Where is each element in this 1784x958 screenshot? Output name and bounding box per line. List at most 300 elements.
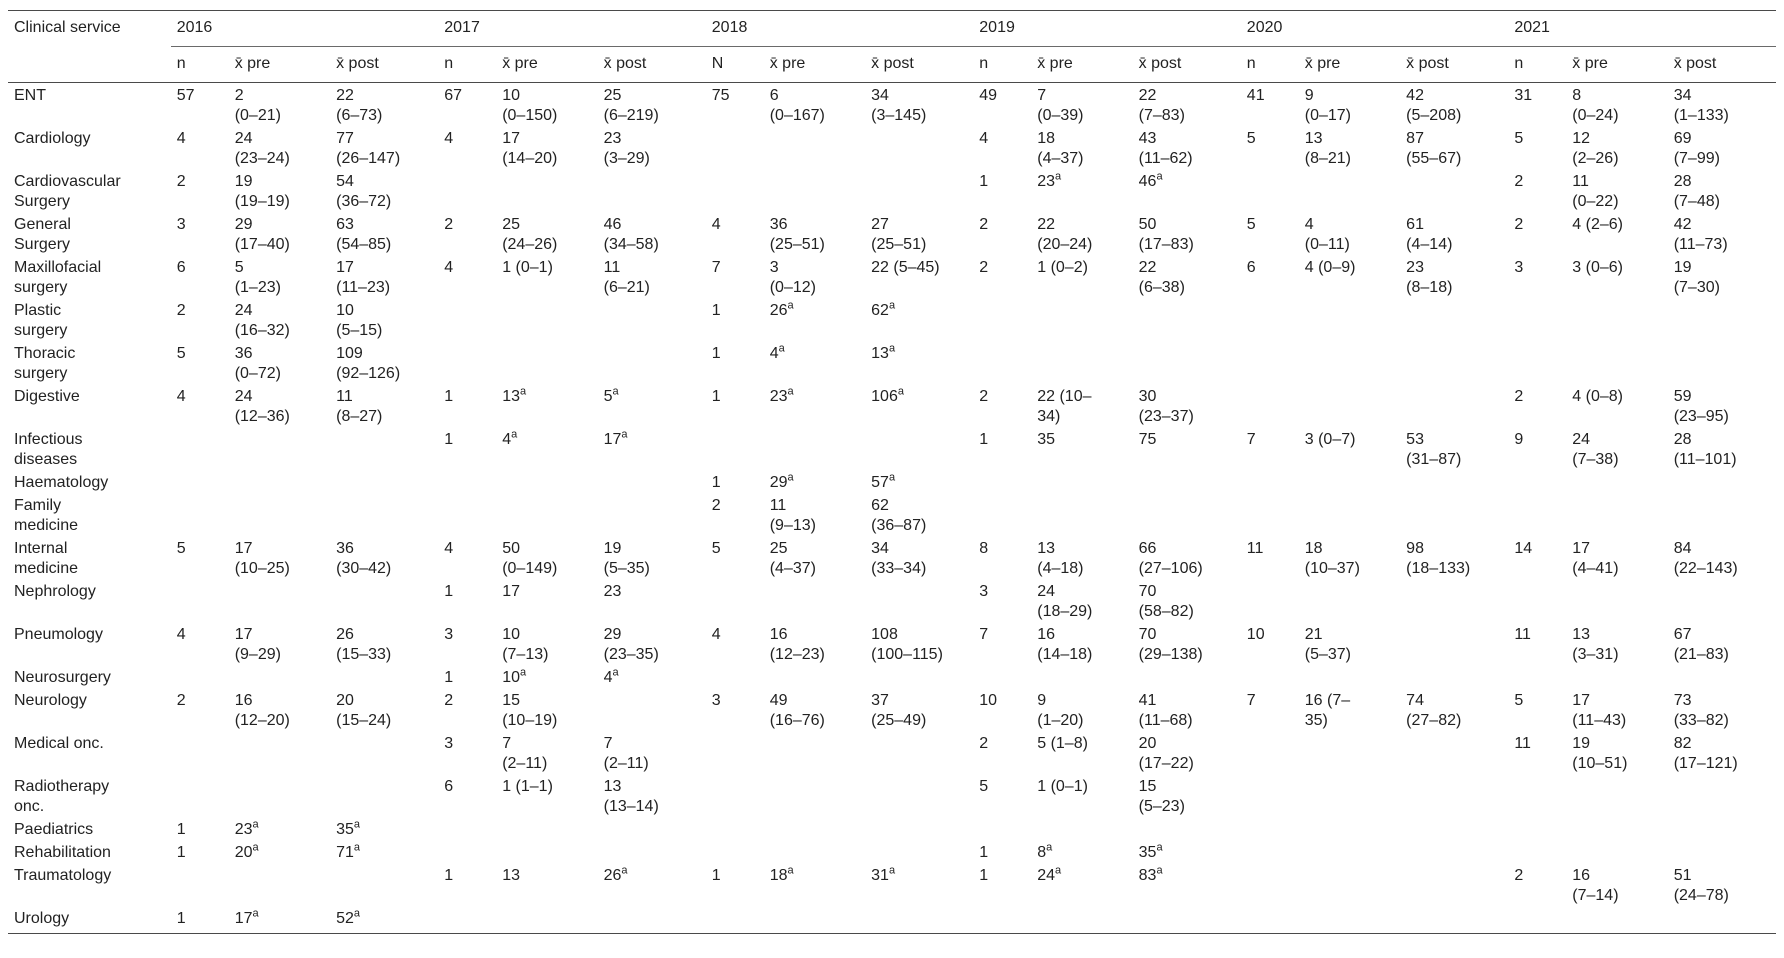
cell-value: 17 (9–29): [234, 626, 281, 663]
cell-value: 46: [1138, 173, 1157, 190]
data-cell: [229, 774, 330, 817]
data-cell: [1566, 83, 1667, 127]
cell-value: 13: [502, 867, 520, 884]
cell-value: 7 (2–11): [502, 735, 548, 772]
cell-value: 59 (23–95): [1673, 388, 1729, 425]
data-cell: [1133, 688, 1241, 731]
data-cell: [706, 622, 764, 665]
data-cell: [598, 255, 706, 298]
footnote-marker: a: [1055, 170, 1062, 183]
cell-value: 41: [1246, 87, 1265, 104]
cell-value: 23 (8–18): [1406, 259, 1453, 296]
cell-value: 4 (0–9): [1304, 259, 1356, 276]
cell-value: 26 (15–33): [336, 626, 392, 663]
cell-value: 1 (1–1): [502, 778, 553, 795]
data-cell: [1299, 212, 1400, 255]
data-cell: [1241, 212, 1299, 255]
data-cell: [1133, 384, 1241, 427]
data-cell: [598, 298, 706, 341]
data-cell: [973, 169, 1031, 212]
cell-value: 29 (23–35): [603, 626, 659, 663]
data-cell: [1400, 906, 1508, 934]
data-cell: [598, 688, 706, 731]
data-cell: [171, 774, 229, 817]
cell-value: 20 (15–24): [336, 692, 392, 729]
cell-value: 1: [979, 173, 989, 190]
cell-value: 8: [1037, 844, 1047, 861]
cell-value: 4 (0–8): [1572, 388, 1623, 405]
data-cell: [438, 579, 496, 622]
cell-value: 24 (12–36): [234, 388, 290, 425]
data-cell: [1133, 665, 1241, 688]
clinical-service-cell: Medical onc.: [14, 735, 104, 752]
clinical-service-cell: Traumatology: [14, 867, 112, 884]
data-cell: [229, 665, 330, 688]
cell-value: 1: [979, 867, 989, 884]
data-cell: [1133, 255, 1241, 298]
cell-value: 16 (12–20): [234, 692, 290, 729]
data-cell: [764, 863, 865, 906]
data-cell: [973, 83, 1031, 127]
cell-value: 10 (0–150): [502, 87, 558, 124]
data-cell: [330, 840, 438, 863]
cell-value: 62 (36–87): [871, 497, 927, 534]
data-cell: [865, 493, 973, 536]
data-cell: [598, 384, 706, 427]
cell-value: 1 (0–1): [1037, 778, 1088, 795]
cell-value: 1: [711, 474, 721, 491]
data-cell: [438, 427, 496, 470]
data-cell: [1299, 731, 1400, 774]
data-cell: [598, 906, 706, 934]
data-cell: [1241, 688, 1299, 731]
mean-pre-column-header: x̄ pre: [496, 47, 597, 83]
data-cell: [1400, 298, 1508, 341]
data-cell: [764, 817, 865, 840]
data-cell: [865, 863, 973, 906]
data-cell: [1668, 493, 1776, 536]
cell-value: 61 (4–14): [1406, 216, 1453, 253]
data-cell: [1133, 863, 1241, 906]
cell-value: 4: [444, 540, 454, 557]
data-cell: [706, 906, 764, 934]
cell-value: 2: [979, 216, 989, 233]
data-cell: [1241, 731, 1299, 774]
cell-value: 1: [711, 302, 721, 319]
data-cell: [171, 688, 229, 731]
data-cell: [438, 493, 496, 536]
data-cell: [1241, 470, 1299, 493]
footnote-marker: a: [612, 385, 619, 398]
data-cell: [438, 622, 496, 665]
data-cell: [1241, 622, 1299, 665]
data-cell: [1400, 840, 1508, 863]
data-cell: [1031, 863, 1132, 906]
clinical-service-header: Clinical service: [8, 11, 171, 83]
cell-value: 19 (10–51): [1572, 735, 1628, 772]
data-cell: [229, 579, 330, 622]
cell-value: 3: [444, 626, 454, 643]
data-cell: [865, 83, 973, 127]
data-cell: [1241, 298, 1299, 341]
data-cell: [1133, 579, 1241, 622]
mean-post-column-header: x̄ post: [598, 47, 706, 83]
data-cell: [1508, 906, 1566, 934]
data-cell: [1668, 298, 1776, 341]
data-cell: [1400, 341, 1508, 384]
data-cell: [1508, 688, 1566, 731]
data-cell: [865, 665, 973, 688]
data-cell: [1508, 863, 1566, 906]
data-cell: [1668, 863, 1776, 906]
cell-value: 108 (100–115): [871, 626, 943, 663]
clinical-service-cell: Haematology: [14, 474, 109, 491]
cell-value: 22 (10– 34): [1037, 388, 1092, 425]
data-cell: [1031, 665, 1132, 688]
data-cell: [229, 427, 330, 470]
data-cell: [764, 665, 865, 688]
data-cell: [1299, 255, 1400, 298]
cell-value: 13 (4–18): [1037, 540, 1084, 577]
data-cell: [1241, 169, 1299, 212]
data-cell: [438, 212, 496, 255]
data-cell: [764, 384, 865, 427]
cell-value: 62: [871, 302, 889, 319]
footnote-marker: a: [787, 471, 794, 484]
data-cell: [865, 774, 973, 817]
clinical-service-cell: General Surgery: [14, 216, 71, 253]
cell-value: 73 (33–82): [1673, 692, 1729, 729]
cell-value: 23: [1037, 173, 1056, 190]
data-cell: [229, 384, 330, 427]
cell-value: 5: [176, 540, 186, 557]
data-cell: [438, 83, 496, 127]
data-cell: [764, 427, 865, 470]
data-cell: [171, 169, 229, 212]
data-cell: [1508, 384, 1566, 427]
cell-value: 36 (30–42): [336, 540, 392, 577]
data-cell: [1299, 579, 1400, 622]
cell-value: 5: [1514, 692, 1524, 709]
data-cell: [1031, 622, 1132, 665]
data-cell: [496, 126, 597, 169]
data-cell: [1400, 470, 1508, 493]
footnote-marker: a: [787, 299, 794, 312]
data-cell: [496, 579, 597, 622]
data-cell: [1400, 579, 1508, 622]
data-cell: [330, 536, 438, 579]
data-cell: [438, 341, 496, 384]
data-cell: [438, 863, 496, 906]
cell-value: 54 (36–72): [336, 173, 392, 210]
data-cell: [865, 126, 973, 169]
cell-value: 4: [502, 431, 512, 448]
data-cell: [171, 212, 229, 255]
cell-value: 3: [176, 216, 186, 233]
data-cell: [1668, 341, 1776, 384]
data-cell: [1668, 579, 1776, 622]
table-row: [8, 731, 1776, 774]
cell-value: 1: [176, 821, 186, 838]
cell-value: 1 (0–1): [502, 259, 553, 276]
cell-value: 67 (21–83): [1673, 626, 1729, 663]
cell-value: 67: [444, 87, 463, 104]
data-cell: [1566, 126, 1667, 169]
data-cell: [1668, 427, 1776, 470]
cell-value: 5: [603, 388, 613, 405]
data-cell: [1133, 126, 1241, 169]
cell-value: 13 (3–31): [1572, 626, 1619, 663]
data-cell: [229, 341, 330, 384]
data-cell: [973, 493, 1031, 536]
cell-value: 2: [176, 692, 186, 709]
cell-value: 63 (54–85): [336, 216, 392, 253]
data-cell: [330, 622, 438, 665]
clinical-service-cell: Infectious diseases: [14, 431, 83, 468]
data-cell: [973, 774, 1031, 817]
data-cell: [229, 688, 330, 731]
data-cell: [1031, 906, 1132, 934]
cell-value: 4: [444, 130, 454, 147]
year-header: 2018: [706, 11, 974, 47]
data-cell: [330, 906, 438, 934]
clinical-service-cell: Family medicine: [14, 497, 79, 534]
data-cell: [1400, 384, 1508, 427]
data-cell: [598, 863, 706, 906]
data-cell: [1400, 817, 1508, 840]
data-cell: [973, 579, 1031, 622]
cell-value: 6: [1246, 259, 1256, 276]
data-cell: [171, 579, 229, 622]
data-cell: [598, 622, 706, 665]
data-cell: [764, 126, 865, 169]
data-cell: [598, 579, 706, 622]
footnote-marker: a: [353, 841, 361, 854]
cell-value: 1 (0–2): [1037, 259, 1088, 276]
data-cell: [706, 212, 764, 255]
table-row: [8, 688, 1776, 731]
table-container: [8, 10, 1776, 934]
data-cell: [865, 688, 973, 731]
data-cell: [865, 817, 973, 840]
data-cell: [598, 83, 706, 127]
cell-value: 8: [979, 540, 989, 557]
data-cell: [1566, 536, 1667, 579]
clinical-service-cell: Urology: [8, 906, 171, 934]
footnote-marker: a: [353, 818, 361, 831]
data-cell: [1241, 493, 1299, 536]
cell-value: 22 (6–38): [1138, 259, 1185, 296]
cell-value: 83: [1138, 867, 1157, 884]
data-cell: [865, 731, 973, 774]
data-cell: [1241, 906, 1299, 934]
cell-value: 10 (5–15): [336, 302, 383, 339]
cell-value: 2: [979, 388, 989, 405]
cell-value: 2: [176, 173, 186, 190]
mean-pre-column-header: x̄ pre: [1031, 47, 1132, 83]
cell-value: 4: [176, 388, 186, 405]
data-cell: [1668, 212, 1776, 255]
cell-value: 4: [176, 130, 186, 147]
data-cell: [1133, 536, 1241, 579]
data-cell: [1400, 731, 1508, 774]
cell-value: 28 (11–101): [1673, 431, 1737, 468]
footnote-marker: a: [1055, 864, 1062, 877]
data-cell: [330, 863, 438, 906]
footnote-marker: a: [621, 428, 628, 441]
cell-value: 87 (55–67): [1406, 130, 1462, 167]
cell-value: 4: [444, 259, 454, 276]
clinical-service-cell: Paediatrics: [14, 821, 94, 838]
footnote-marker: a: [888, 299, 896, 312]
data-cell: [1241, 255, 1299, 298]
data-cell: [171, 126, 229, 169]
data-cell: [764, 493, 865, 536]
cell-value: 34 (3–145): [871, 87, 927, 124]
cell-value: 22 (20–24): [1037, 216, 1093, 253]
data-cell: [764, 83, 865, 127]
data-cell: [706, 341, 764, 384]
data-cell: [496, 255, 597, 298]
data-cell: [973, 906, 1031, 934]
cell-value: 16 (14–18): [1037, 626, 1093, 663]
data-cell: [1566, 298, 1667, 341]
data-cell: [171, 470, 229, 493]
data-cell: [865, 212, 973, 255]
data-cell: [1400, 169, 1508, 212]
data-cell: [1133, 731, 1241, 774]
data-cell: [1508, 255, 1566, 298]
data-cell: [1566, 427, 1667, 470]
table-row: [8, 427, 1776, 470]
data-cell: [1668, 470, 1776, 493]
cell-value: 50 (17–83): [1138, 216, 1194, 253]
cell-value: 2: [1514, 388, 1524, 405]
cell-value: 22 (7–83): [1138, 87, 1185, 124]
cell-value: 19 (19–19): [234, 173, 290, 210]
data-cell: [1668, 817, 1776, 840]
data-cell: [1508, 126, 1566, 169]
cell-value: 13 (13–14): [603, 778, 659, 815]
cell-value: 43 (11–62): [1138, 130, 1193, 167]
data-cell: [973, 212, 1031, 255]
table-row: [8, 774, 1776, 817]
cell-value: 3: [444, 735, 454, 752]
table-row: [8, 83, 1776, 127]
data-cell: [438, 298, 496, 341]
data-cell: [1241, 840, 1299, 863]
data-cell: [1668, 255, 1776, 298]
count-column-header: n: [438, 47, 496, 83]
table-row: [8, 536, 1776, 579]
data-cell: [330, 298, 438, 341]
data-cell: [973, 341, 1031, 384]
data-cell: [1508, 169, 1566, 212]
data-cell: [330, 341, 438, 384]
data-cell: [973, 470, 1031, 493]
cell-value: 1: [176, 844, 186, 861]
data-cell: [171, 83, 229, 127]
data-cell: [330, 126, 438, 169]
cell-value: 16 (7–14): [1572, 867, 1619, 904]
cell-value: 23 (3–29): [603, 130, 650, 167]
data-cell: [1400, 427, 1508, 470]
cell-value: 4 (0–11): [1304, 216, 1350, 253]
data-cell: [1031, 731, 1132, 774]
cell-value: 9 (1–20): [1037, 692, 1084, 729]
data-cell: [496, 840, 597, 863]
cell-value: 18 (4–37): [1037, 130, 1084, 167]
data-cell: [330, 427, 438, 470]
clinical-service-cell: Radiotherapy onc.: [14, 778, 110, 815]
cell-value: 1: [711, 388, 721, 405]
data-cell: [1508, 341, 1566, 384]
data-cell: [764, 774, 865, 817]
data-cell: [438, 840, 496, 863]
mean-pre-column-header: x̄ pre: [1566, 47, 1667, 83]
clinical-services-table: [8, 10, 1776, 934]
data-cell: [1508, 470, 1566, 493]
footnote-marker: a: [1156, 170, 1163, 183]
cell-value: 57: [176, 87, 195, 104]
data-cell: [1508, 493, 1566, 536]
cell-value: 7 (2–11): [603, 735, 649, 772]
data-cell: [438, 536, 496, 579]
data-cell: [1400, 493, 1508, 536]
data-cell: [496, 536, 597, 579]
cell-value: 35: [336, 821, 354, 838]
data-cell: [496, 731, 597, 774]
data-cell: [438, 470, 496, 493]
data-cell: [438, 255, 496, 298]
data-cell: [973, 817, 1031, 840]
data-cell: [330, 384, 438, 427]
cell-value: 11: [1246, 540, 1264, 557]
data-cell: [1508, 622, 1566, 665]
data-cell: [764, 906, 865, 934]
data-cell: [1031, 840, 1132, 863]
data-cell: [1241, 817, 1299, 840]
cell-value: 17 (10–25): [234, 540, 290, 577]
data-cell: [496, 470, 597, 493]
footnote-marker: a: [1046, 841, 1053, 854]
cell-value: 7: [1246, 692, 1256, 709]
clinical-service-cell: Nephrology: [14, 583, 96, 600]
data-cell: [706, 536, 764, 579]
data-cell: [438, 665, 496, 688]
year-header: 2017: [438, 11, 706, 47]
data-cell: [1031, 817, 1132, 840]
data-cell: [1566, 212, 1667, 255]
data-cell: [1031, 579, 1132, 622]
data-cell: [1566, 169, 1667, 212]
data-cell: [496, 169, 597, 212]
cell-value: 70 (58–82): [1138, 583, 1194, 620]
table-row: [8, 298, 1776, 341]
cell-value: 29: [769, 474, 788, 491]
data-cell: [229, 906, 330, 934]
data-cell: [764, 255, 865, 298]
data-cell: [1031, 427, 1132, 470]
data-cell: [229, 840, 330, 863]
data-cell: [973, 665, 1031, 688]
data-cell: [1400, 622, 1508, 665]
data-cell: [1668, 731, 1776, 774]
cell-value: 109 (92–126): [336, 345, 401, 382]
cell-value: 17: [603, 431, 622, 448]
cell-value: 23: [603, 583, 622, 600]
cell-value: 49 (16–76): [769, 692, 825, 729]
